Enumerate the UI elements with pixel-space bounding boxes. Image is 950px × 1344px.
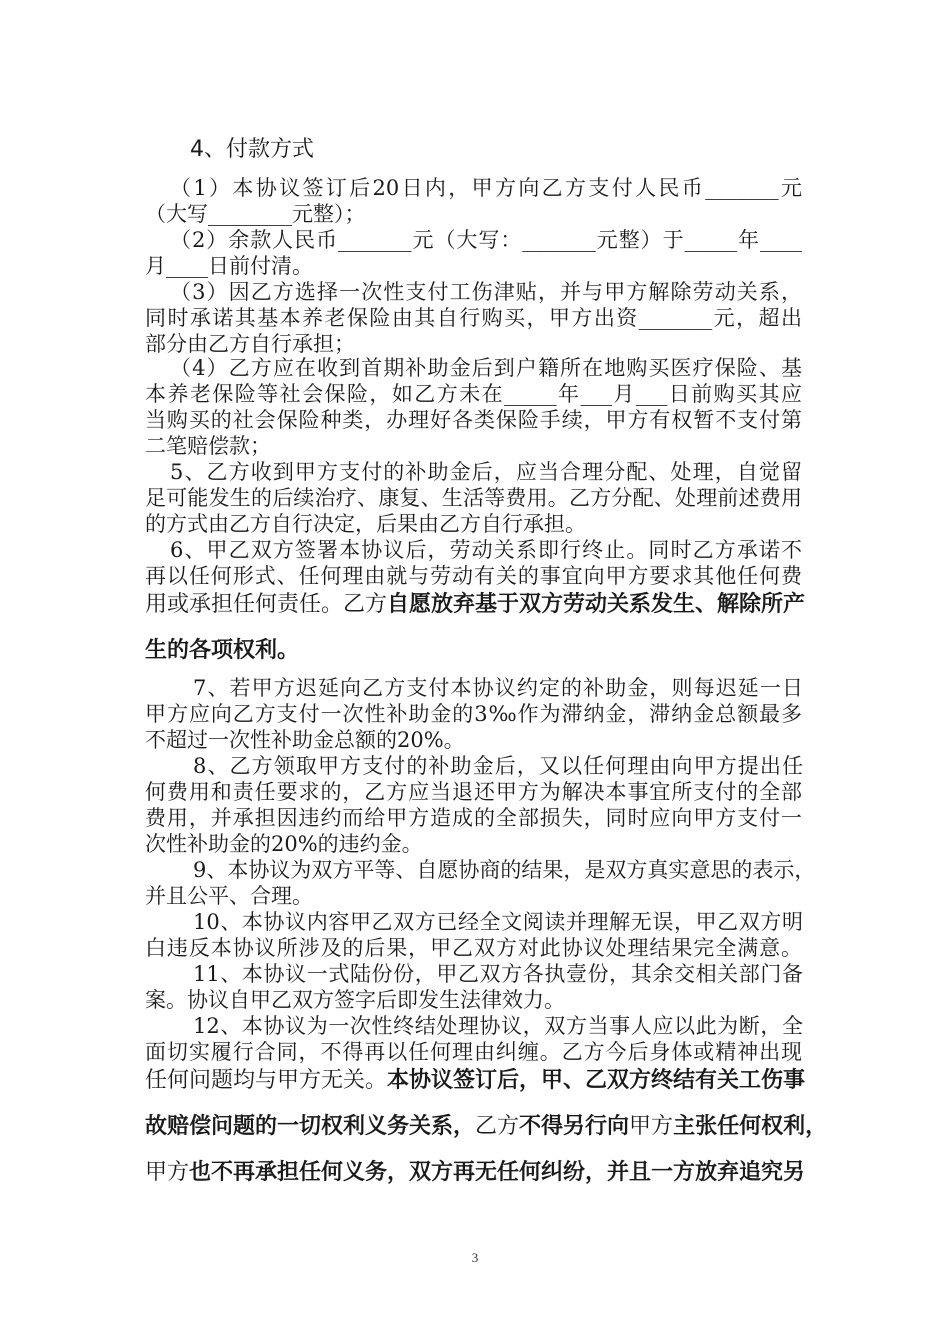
text-line: 甲方应向乙方支付一次性补助金的3‰作为滞纳金，滞纳金总额最多: [145, 702, 802, 726]
text-line: （2）余款人民币_______元（大写：_______元整）于_____年____: [170, 228, 802, 252]
text-line: 10、本协议内容甲乙双方已经全文阅读并理解无误，甲乙双方明: [193, 910, 803, 934]
text-line: 案。协议自甲乙双方签字后即发生法律效力。: [145, 988, 565, 1012]
bold-text-line: 生的各项权利。: [145, 638, 300, 663]
text-line: 同时承诺其基本养老保险由其自行购买，甲方出资_______元，超出: [145, 306, 802, 330]
text-line: 9、本协议为双方平等、自愿协商的结果，是双方真实意思的表示，: [193, 858, 816, 882]
text-line: 次性补助金的20%的违约金。: [145, 832, 423, 856]
text-line: 二笔赔偿款；: [145, 434, 271, 458]
text-line: [145, 1114, 828, 1140]
text-line: 何费用和责任要求的，乙方应当退还甲方为解决本事宜所支付的全部: [145, 780, 802, 804]
text-line: 7、若甲方迟延向乙方支付本协议约定的补助金，则每迟延一日: [193, 676, 803, 700]
text-line: 并且公平、合理。: [145, 884, 313, 908]
text-line: 6、甲乙双方签署本协议后，劳动关系即行终止。同时乙方承诺不: [170, 538, 802, 562]
text-span: 任何问题均与甲方无关。: [145, 1068, 388, 1093]
text-line: 的方式由乙方自行决定，后果由乙方自行承担。: [145, 512, 586, 536]
text-span: 甲方: [145, 1160, 190, 1185]
text-line: 月____日前付清。: [145, 254, 313, 278]
bold-text-span: 也不再承担任何义务，双方再无任何纠纷，并且一方放弃追究另: [189, 1160, 806, 1185]
text-line: 不超过一次性补助金总额的20%。: [145, 728, 465, 752]
text-line: 本养老保险等社会保险，如乙方未在_____年___月___日前购买其应: [145, 382, 802, 406]
text-line: （4）乙方应在收到首期补助金后到户籍所在地购买医疗保险、基: [170, 356, 802, 380]
text-line: [145, 1068, 810, 1094]
text-line: 面切实履行合同，不得再以任何理由纠缠。乙方今后身体或精神出现: [145, 1040, 802, 1064]
text-line: 费用，并承担因违约而给甲方造成的全部损失，同时应向甲方支付一: [145, 806, 802, 830]
page-number: 3: [471, 1250, 479, 1265]
bold-text-span: 本协议签订后，甲、乙双方终结有关工伤事: [387, 1068, 806, 1093]
text-line: [145, 592, 810, 618]
text-line: 白违反本协议所涉及的后果，甲乙双方对此协议处理结果完全满意。: [145, 936, 802, 960]
bold-text-span: 主张任何权利，: [673, 1114, 828, 1139]
section-heading: 4、付款方式: [190, 137, 314, 162]
text-span: 甲方: [629, 1114, 674, 1139]
text-line: （大写________元整）；: [145, 202, 366, 226]
text-line: 足可能发生的后续治疗、康复、生活等费用。乙方分配、处理前述费用: [145, 486, 802, 510]
text-line: 当购买的社会保险种类，办理好各类保险手续，甲方有权暂不支付第: [145, 408, 802, 432]
text-span: 用或承担任何责任。乙方: [145, 592, 388, 617]
text-line: [145, 1160, 810, 1186]
text-line: 11、本协议一式陆份份，甲乙双方各执壹份，其余交相关部门备: [193, 962, 803, 986]
bold-text-span: 自愿放弃基于双方劳动关系发生、解除所产: [387, 592, 806, 617]
text-line: 8、乙方领取甲方支付的补助金后，又以任何理由向甲方提出任: [193, 754, 803, 778]
text-line: 再以任何形式、任何理由就与劳动有关的事宜向甲方要求其他任何费: [145, 564, 802, 588]
text-line: （1）本协议签订后20日内，甲方向乙方支付人民币_______元: [170, 176, 802, 200]
text-line: （3）因乙方选择一次性支付工伤津贴，并与甲方解除劳动关系，: [170, 280, 802, 304]
text-span: 乙方: [475, 1114, 520, 1139]
text-line: 5、乙方收到甲方支付的补助金后，应当合理分配、处理，自觉留: [170, 460, 802, 484]
bold-text-span: 故赔偿问题的一切权利义务关系，: [145, 1114, 476, 1139]
text-line: 12、本协议为一次性终结处理协议，双方当事人应以此为断，全: [193, 1014, 803, 1038]
text-line: 部分由乙方自行承担；: [145, 332, 355, 356]
bold-text-span: 不得另行向: [519, 1114, 630, 1139]
